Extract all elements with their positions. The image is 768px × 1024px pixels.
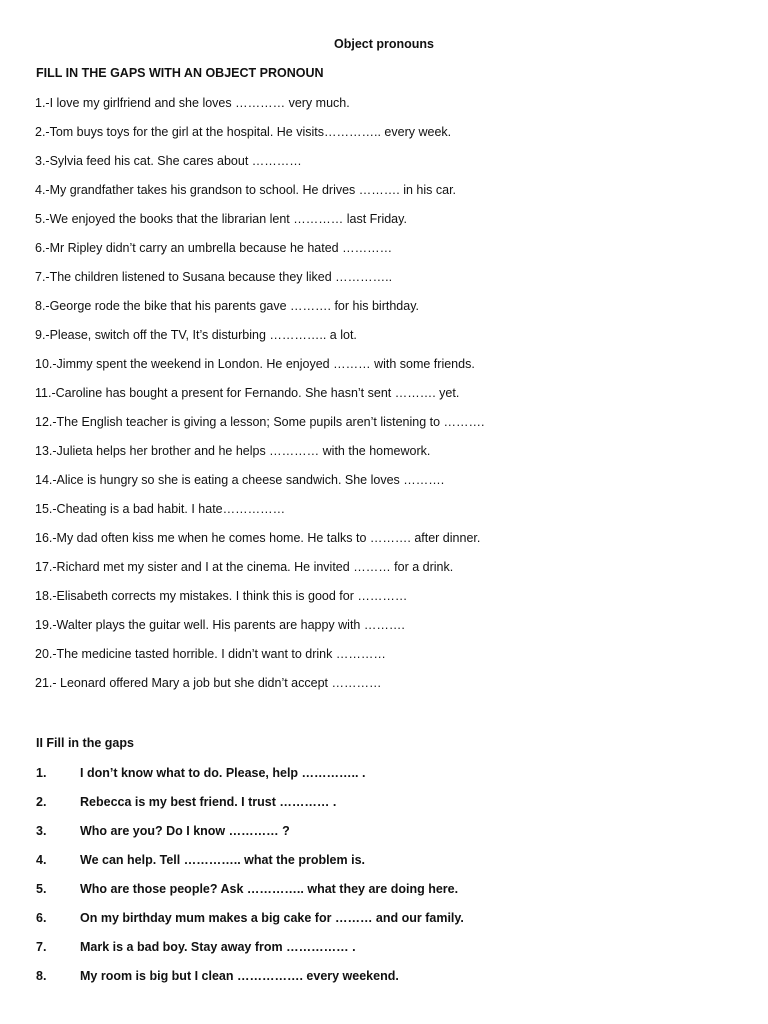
exercise-1-item: 21.- Leonard offered Mary a job but she didn’t accept ………… xyxy=(35,676,382,690)
exercise-1-list xyxy=(35,95,485,704)
exercise-2-item xyxy=(36,794,464,823)
exercise-1-item: 16.-My dad often kiss me when he comes home. He talks to ………. after dinner. xyxy=(35,531,481,545)
exercise-2-item xyxy=(36,881,464,910)
exercise-2-item xyxy=(36,852,464,881)
exercise-1-item: 13.-Julieta helps her brother and he helps ………… with the homework. xyxy=(35,444,431,458)
exercise-2-item xyxy=(36,823,464,852)
exercise-1-item: 17.-Richard met my sister and I at the cinema. He invited ……… for a drink. xyxy=(35,560,454,574)
exercise-1-item: 11.-Caroline has bought a present for Fernando. She hasn’t sent ………. yet. xyxy=(35,386,460,400)
exercise-2-list xyxy=(36,765,464,997)
exercise-2-item xyxy=(36,939,464,968)
item-text: Rebecca is my best friend. I trust ………… . xyxy=(80,795,337,809)
item-text: Who are you? Do I know ………… ? xyxy=(80,824,290,838)
exercise-1-item: 2.-Tom buys toys for the girl at the hospital. He visits………….. every week. xyxy=(35,125,452,139)
exercise-1-item: 19.-Walter plays the guitar well. His parents are happy with ………. xyxy=(35,618,405,632)
exercise-1-item: 9.-Please, switch off the TV, It’s disturbing ………….. a lot. xyxy=(35,328,357,342)
exercise-1-item: 1.-I love my girlfriend and she loves ………… very much. xyxy=(35,96,350,110)
item-number: 5. xyxy=(36,882,47,896)
exercise-1-item: 6.-Mr Ripley didn’t carry an umbrella because he hated ………… xyxy=(35,241,393,255)
exercise-1-item: 18.-Elisabeth corrects my mistakes. I think this is good for ………… xyxy=(35,589,408,603)
exercise-1-item: 5.-We enjoyed the books that the librarian lent ………… last Friday. xyxy=(35,212,407,226)
page-title: Object pronouns xyxy=(334,37,434,51)
item-text: My room is big but I clean ……………. every weekend. xyxy=(80,969,399,983)
exercise-1-item: 15.-Cheating is a bad habit. I hate…………… xyxy=(35,502,286,516)
item-number: 2. xyxy=(36,795,47,809)
exercise-1-item: 12.-The English teacher is giving a lesson; Some pupils aren’t listening to ………. xyxy=(35,415,485,429)
exercise-2-item xyxy=(36,968,464,997)
item-number: 1. xyxy=(36,766,47,780)
item-text: On my birthday mum makes a big cake for ……… and our family. xyxy=(80,911,464,925)
exercise-1-item: 7.-The children listened to Susana because they liked ………….. xyxy=(35,270,393,284)
exercise-1-item: 10.-Jimmy spent the weekend in London. He enjoyed ……… with some friends. xyxy=(35,357,475,371)
exercise-1-item: 4.-My grandfather takes his grandson to school. He drives ………. in his car. xyxy=(35,183,457,197)
item-number: 3. xyxy=(36,824,47,838)
item-number: 8. xyxy=(36,969,47,983)
exercise-2-item xyxy=(36,765,464,794)
exercise-1-heading: FILL IN THE GAPS WITH AN OBJECT PRONOUN xyxy=(36,66,324,80)
exercise-2-heading: II Fill in the gaps xyxy=(36,736,134,750)
item-text: I don’t know what to do. Please, help ………….. . xyxy=(80,766,366,780)
exercise-1-item: 14.-Alice is hungry so she is eating a cheese sandwich. She loves ………. xyxy=(35,473,445,487)
exercise-2-item xyxy=(36,910,464,939)
item-number: 6. xyxy=(36,911,47,925)
exercise-1-item: 3.-Sylvia feed his cat. She cares about ………… xyxy=(35,154,302,168)
exercise-1-item: 8.-George rode the bike that his parents gave ………. for his birthday. xyxy=(35,299,419,313)
exercise-1-item: 20.-The medicine tasted horrible. I didn’t want to drink ………… xyxy=(35,647,386,661)
item-text: Who are those people? Ask ………….. what they are doing here. xyxy=(80,882,459,896)
item-text: Mark is a bad boy. Stay away from …………… . xyxy=(80,940,356,954)
item-number: 7. xyxy=(36,940,47,954)
item-number: 4. xyxy=(36,853,47,867)
item-text: We can help. Tell ………….. what the problem is. xyxy=(80,853,365,867)
